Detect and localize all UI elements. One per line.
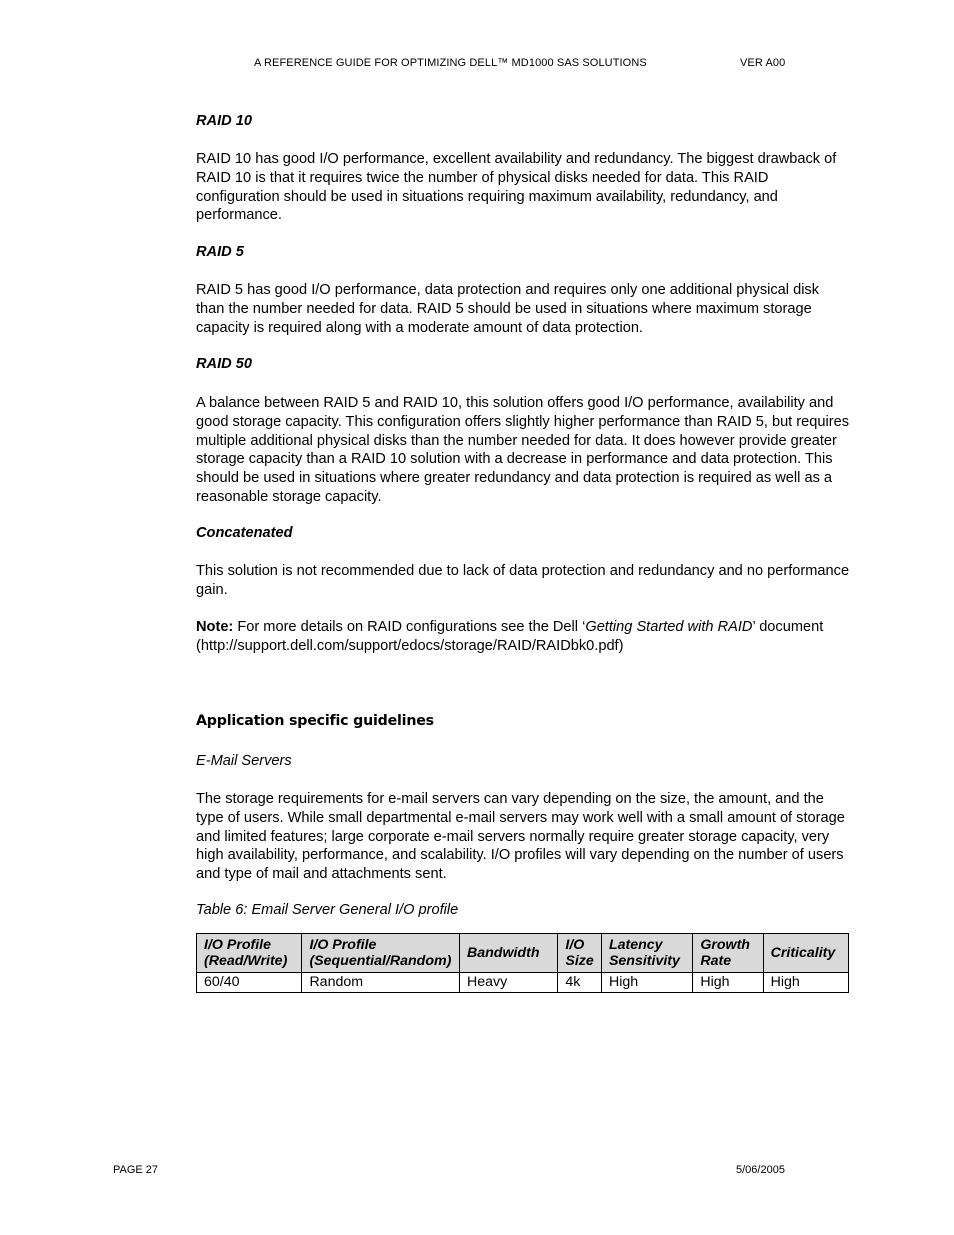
table-cell: 60/40 bbox=[197, 973, 302, 993]
email-servers-body: The storage requirements for e-mail servers can vary depending on the size, the amount, and the type of users. While small departmental e-mail servers may work well with a small amount of storage and limited features; large corporate e-mail servers normally require greater storage capacity, very high availability, performance, and scalability. I/O profiles will vary depending on the number of users and type of mail and attachments sent. bbox=[196, 791, 845, 883]
raid10-heading: RAID 10 bbox=[196, 113, 252, 129]
table-cell: High bbox=[763, 973, 848, 993]
table-cell: Random bbox=[302, 973, 460, 993]
col-header-latency: Latency Sensitivity bbox=[601, 934, 692, 973]
raid50-body: A balance between RAID 5 and RAID 10, this solution offers good I/O performance, availability and good storage capacity. This configuration offers slightly higher performance than RAID 5, but requires multiple additional physical disks than the number needed for data. It does however provide greater storage capacity than a RAID 10 solution with a decrease in performance and data protection. This should be used in situations where greater redundancy and data protection is required as well as a reasonable storage capacity. bbox=[196, 395, 850, 505]
app-guidelines-heading: Application specific guidelines bbox=[196, 713, 434, 729]
raid10-body: RAID 10 has good I/O performance, excellent availability and redundancy. The biggest drawback of RAID 10 is that it requires twice the number of physical disks needed for data. This RAID configuration should be used in situations requiring maximum availability, redundancy, and performance. bbox=[196, 151, 837, 224]
col-header-io-size: I/O Size bbox=[558, 934, 602, 973]
col-header-growth: Growth Rate bbox=[693, 934, 763, 973]
note-text-before: For more details on RAID configurations see the Dell ‘ bbox=[233, 619, 586, 635]
table-cell: High bbox=[693, 973, 763, 993]
concatenated-heading: Concatenated bbox=[196, 525, 293, 541]
raid50-heading: RAID 50 bbox=[196, 356, 252, 372]
note-doc-title: Getting Started with RAID bbox=[585, 619, 753, 635]
note-text-after: ’ document bbox=[752, 619, 824, 635]
table-caption: Table 6: Email Server General I/O profile bbox=[196, 902, 459, 918]
header-version: VER A00 bbox=[740, 57, 786, 69]
raid5-body: RAID 5 has good I/O performance, data protection and requires only one additional physical disk than the number needed for data. RAID 5 should be used in situations where maximum storage capacity is required along with a moderate amount of data protection. bbox=[196, 282, 820, 336]
table-cell: High bbox=[601, 973, 692, 993]
email-io-profile-table bbox=[196, 933, 849, 993]
table-header-row bbox=[197, 934, 849, 973]
table-cell: 4k bbox=[558, 973, 602, 993]
note-label: Note: bbox=[196, 619, 234, 635]
col-header-criticality: Criticality bbox=[763, 934, 848, 973]
header-title: A REFERENCE GUIDE FOR OPTIMIZING DELL™ MD1000 SAS SOLUTIONS bbox=[254, 57, 647, 69]
table-cell: Heavy bbox=[459, 973, 557, 993]
footer-date: 5/06/2005 bbox=[736, 1164, 785, 1176]
col-header-bandwidth: Bandwidth bbox=[459, 934, 557, 973]
email-servers-subheading: E-Mail Servers bbox=[196, 753, 292, 769]
table-row bbox=[197, 973, 849, 993]
raid-note bbox=[196, 618, 850, 656]
raid5-heading: RAID 5 bbox=[196, 244, 244, 260]
footer-page-number: PAGE 27 bbox=[113, 1164, 159, 1176]
col-header-seq-random: I/O Profile (Sequential/Random) bbox=[302, 934, 460, 973]
note-url: (http://support.dell.com/support/edocs/storage/RAID/RAIDbk0.pdf) bbox=[196, 637, 624, 654]
concatenated-body: This solution is not recommended due to lack of data protection and redundancy and no performance gain. bbox=[196, 563, 850, 598]
col-header-rw: I/O Profile (Read/Write) bbox=[197, 934, 302, 973]
